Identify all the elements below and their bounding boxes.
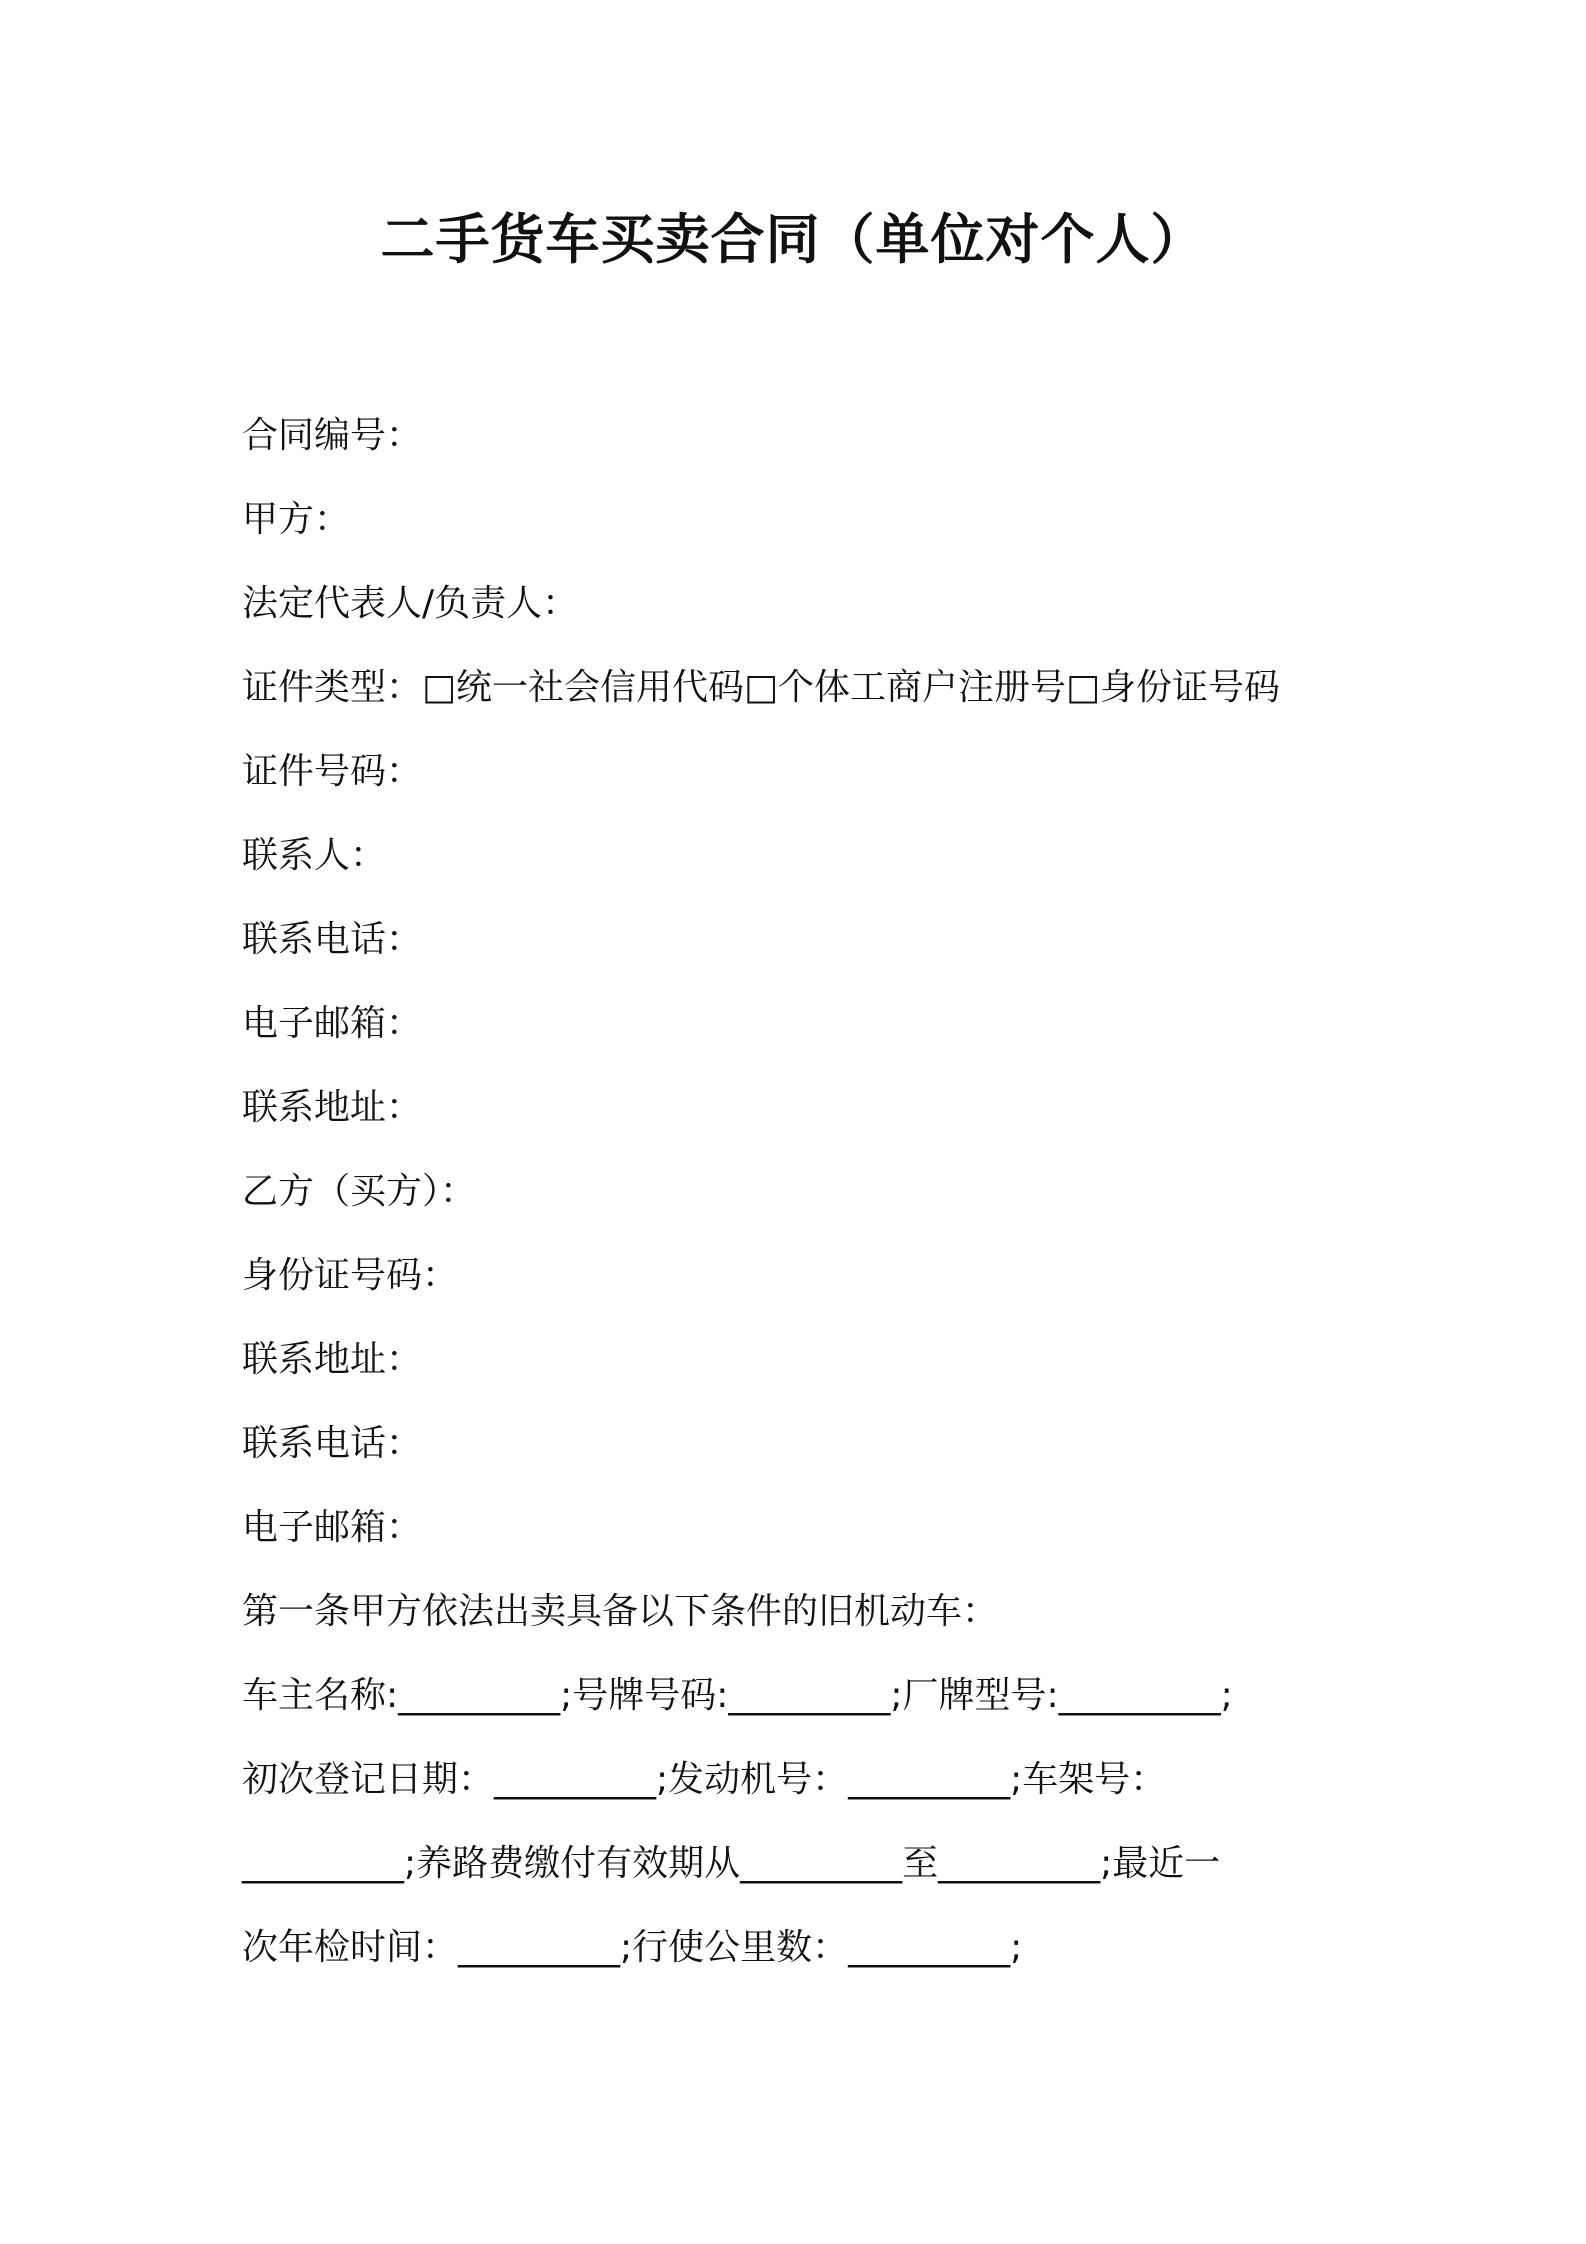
party-b-id-number-line: 身份证号码： bbox=[242, 1255, 459, 1296]
party-b-line: 乙方（买方）： bbox=[242, 1171, 477, 1212]
party-b-address-line: 联系地址： bbox=[242, 1339, 423, 1380]
party-a-email-line: 电子邮箱： bbox=[242, 1003, 423, 1044]
id-number-line: 证件号码： bbox=[242, 751, 423, 792]
legal-representative-line: 法定代表人/负责人： bbox=[242, 583, 579, 624]
vehicle-info-line-3: _________;养路费缴付有效期从_________至_________;最近一 bbox=[242, 1843, 1221, 1884]
id-type-line: 证件类型：□统一社会信用代码□个体工商户注册号□身份证号码 bbox=[242, 667, 1281, 708]
vehicle-info-line-2: 初次登记日期：_________;发动机号：_________;车架号： bbox=[242, 1759, 1167, 1800]
party-a-phone-line: 联系电话： bbox=[242, 919, 423, 960]
vehicle-info-line-4: 次年检时间：_________;行使公里数：_________; bbox=[242, 1927, 1023, 1968]
contact-person-line: 联系人： bbox=[242, 835, 387, 876]
party-a-line: 甲方： bbox=[242, 499, 351, 540]
document-body bbox=[242, 406, 1372, 2002]
vehicle-info-line-1: 车主名称:_________;号牌号码:_________;厂牌型号:_________; bbox=[242, 1675, 1233, 1716]
document-title: 二手货车买卖合同（单位对个人） bbox=[380, 208, 1206, 271]
party-b-email-line: 电子邮箱： bbox=[242, 1507, 423, 1548]
contract-number-line: 合同编号： bbox=[242, 415, 423, 456]
party-b-phone-line: 联系电话： bbox=[242, 1423, 423, 1464]
article-one-heading: 第一条甲方依法出卖具备以下条件的旧机动车： bbox=[242, 1591, 999, 1632]
party-a-address-line: 联系地址： bbox=[242, 1087, 423, 1128]
